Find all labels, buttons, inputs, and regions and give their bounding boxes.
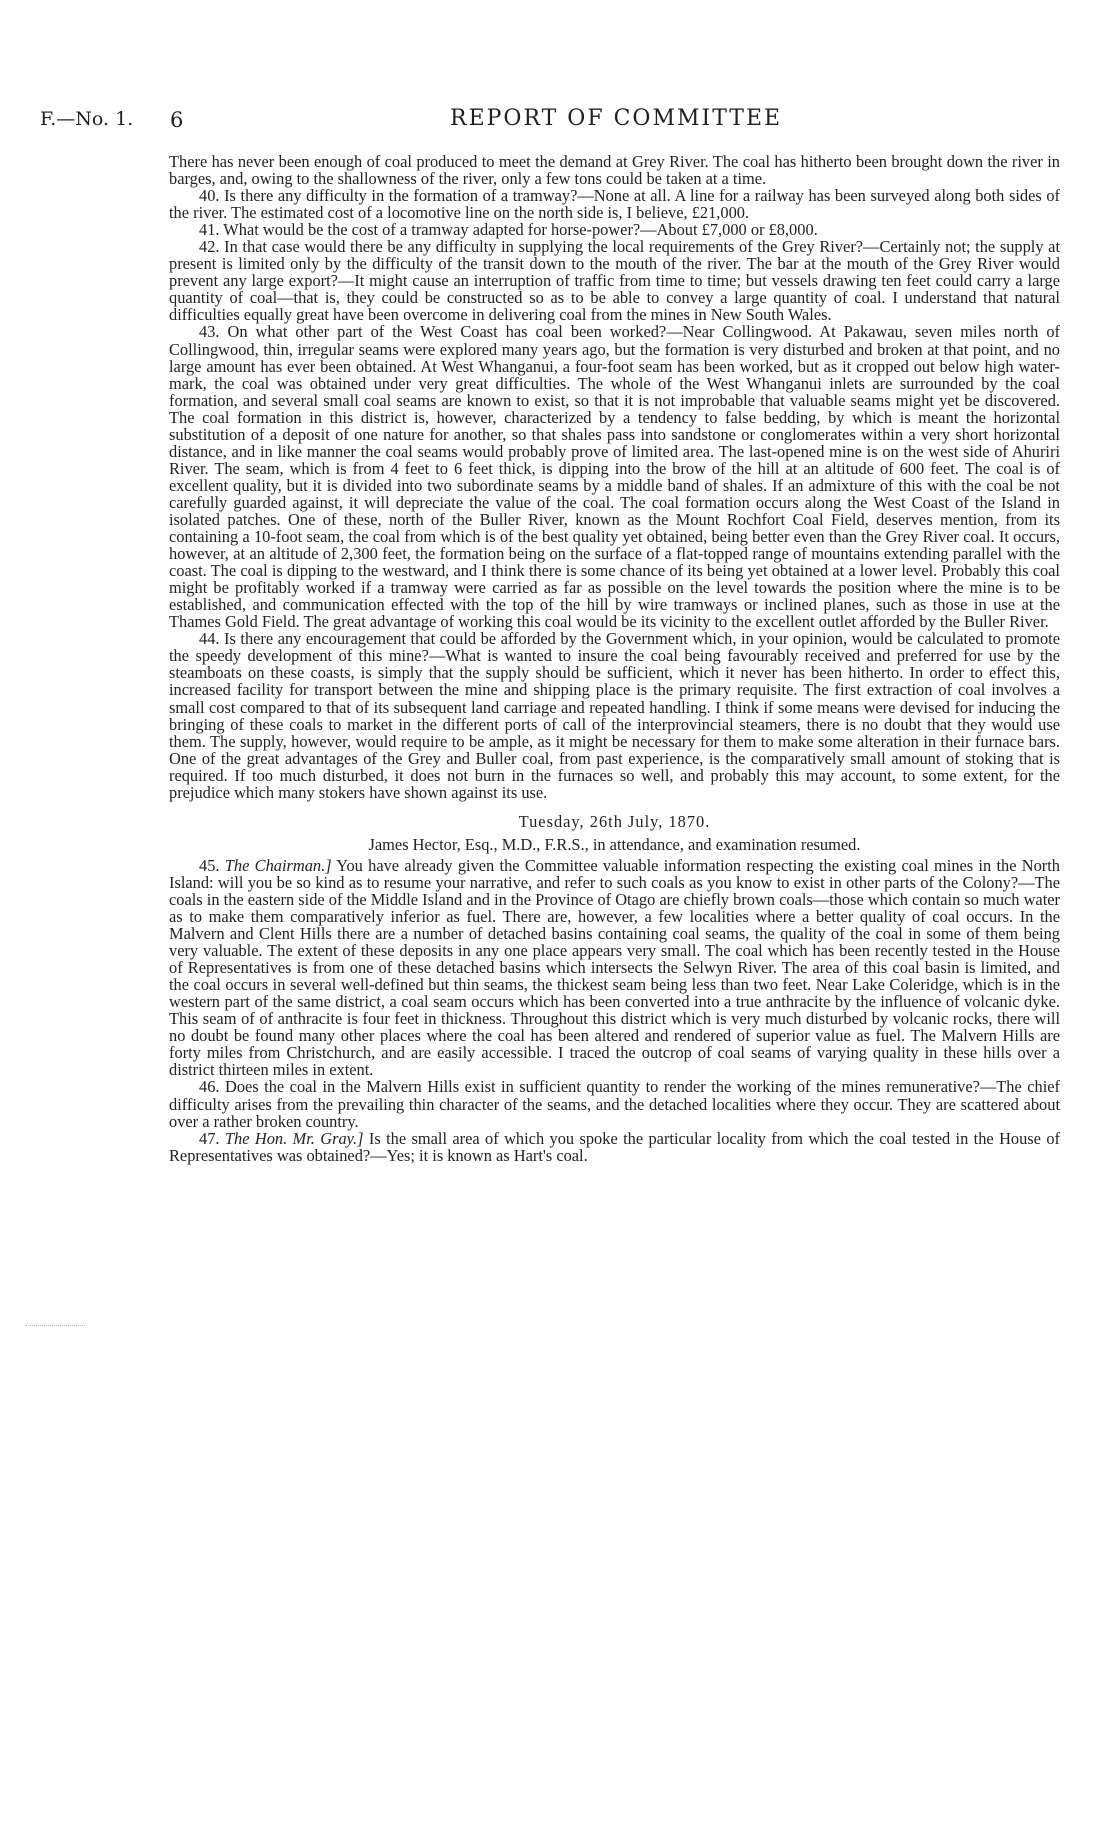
speaker-name: The Chairman.] [224,855,332,875]
paragraph-continued: There has never been enough of coal produced to meet the demand at Grey River. The coal has hitherto been brought down the river in barges, and, owing to the shallowness of the river, only a few tons could be taken at a time. [169,152,1060,189]
page-number: 6 [170,108,184,132]
question-number: 45. [199,855,220,875]
page-title: REPORT OF COMMITTEE [450,106,783,131]
attendance-line: James Hector, Esq., M.D., F.R.S., in attendance, and examination resumed. [368,834,861,854]
speaker-name: The Hon. Mr. Gray.] [224,1128,364,1148]
paragraph-45 [169,857,1060,1079]
paragraph-47 [169,1130,1060,1164]
paragraph-40: 40. Is there any difficulty in the formation of a tramway?—None at all. A line for a railway has been surveyed along both sides of the river. The estimated cost of a locomotive line on the north side is, I believe, £21,000. [169,186,1060,223]
paragraph-46: 46. Does the coal in the Malvern Hills exist in sufficient quantity to render the working of the mines remunerative?—The chief difficulty arises from the prevailing thin character of the seams, and the detached localities where they occur. They are scattered about over a rather broken country. [169,1077,1060,1131]
session-date: Tuesday, 26th July, 1870. [518,811,711,831]
paragraph-43: 43. On what other part of the West Coast has coal been worked?—Near Collingwood. At Pakawau, seven miles north of Collingwood, thin, irregular seams were explored many years ago, but the formation is very disturbed and broken at that point, and no large amount has ever been obtained. At West Whanganui, a four-foot seam has been worked, but as it cropped out below high water-mark, the coal was obtained under very great difficulties. The whole of the West Whanganui inlets are surrounded by the coal formation, and several small coal seams are known to exist, so that it is not improbable that valuable seams might yet be discovered. The coal formation in this district is, however, characterized by a tendency to false bedding, by which is meant the horizontal substitution of a deposit of one nature for another, so that shales pass into sandstone or conglomerates within a very short horizontal distance, and in like manner the coal seams would probably prove of limited area. The last-opened mine is on the west side of Ahuriri River. The seam, which is from 4 feet to 6 feet thick, is dipping into the brow of the hill at an altitude of 600 feet. The coal is of excellent quality, but it is divided into two subordinate seams by a middle band of shales. If an admixture of this with the coal be not carefully guarded against, it will depreciate the value of the coal. The coal formation occurs along the West Coast of the Island in isolated patches. One of these, north of the Buller River, known as the Mount Rochfort Coal Field, deserves mention, from its containing a 10-foot seam, the coal from which is of the best quality yet obtained, being better even than the Grey River coal. It occurs, however, at an altitude of 2,300 feet, the formation being on the surface of a flat-topped range of mountains extending parallel with the coast. The coal is dipping to the westward, and I think there is some chance of its being yet obtained at a lower level. Probably this coal might be profitably worked if a tramway were carried as far as possible on the level towards the position where the mine is to be established, and communication effected with the top of the hill by wire tramways or inclined planes, such as those in use at the Thames Gold Field. The great advantage of working this coal would be its vicinity to the excellent outlet afforded by the Buller River. [169,322,1060,632]
margin-mark [25,1325,85,1328]
paragraph-41: 41. What would be the cost of a tramway adapted for horse-power?—About £7,000 or £8,000. [199,220,818,240]
paragraph-44: 44. Is there any encouragement that could be afforded by the Government which, in your opinion, would be calculated to promote the speedy development of this mine?—What is wanted to insure the coal being favourably received and preferred for use by the steamboats on these coasts, is simply that the supply should be sufficient, which it never has been hitherto. In order to effect this, increased facility for transport between the mine and shipping place is the primary requisite. The first extraction of coal involves a small cost compared to that of its subsequent land carriage and repeated handling. I think if some means were devised for inducing the bringing of these coals to market in the different ports of call of the interprovincial steamers, there is no doubt that they would use them. The supply, however, would require to be ample, as it might be necessary for them to make some alteration in their furnace bars. One of the great advantages of the Grey and Buller coal, from past experience, is the comparatively small amount of stoking that is required. If too much disturbed, it does not burn in the furnaces so well, and probably this may account, to some extent, for the prejudice which many stokers have shown against its use. [169,629,1060,802]
paragraph-42: 42. In that case would there be any difficulty in supplying the local requirements of the Grey River?—Certainly not; the supply at present is limited only by the difficulty of the transit down to the mouth of the river. The bar at the mouth of the Grey River would prevent any large export?—It might cause an interruption of traffic from time to time; but vessels drawing ten feet could carry a large quantity of coal—that is, they could be constructed so as to be able to convey a large quantity of coal. I understand that natural difficulties equally great have been overcome in delivering coal from the mines in New South Wales. [169,237,1060,325]
document-body [169,153,1060,1164]
paragraph-text: Is the small area of which you spoke the particular locality from which the coal tested in the House of Representatives was obtained?—Yes; it is known as Hart's coal. [169,1128,1060,1165]
document-reference: F.—No. 1. [40,108,134,130]
paragraph-text: You have already given the Committee valuable information respecting the existing coal mines in the North Island: will you be so kind as to resume your narrative, and refer to such coals as you know to exist in other parts of the Colony?—The coals in the eastern side of the Middle Island and in the Province of Otago are chiefly brown coals—those which contain so much water as to make them comparatively inferior as fuel. There are, however, a few localities where a better quality of coal occurs. In the Malvern and Clent Hills there are a number of detached basins containing coal seams, the quality of the coal in some of them being very valuable. The extent of these deposits in any one place appears very small. The coal which has been recently tested in the House of Representatives is from one of these detached basins which intersects the Selwyn River. The area of this coal basin is limited, and the coal occurs in several well-defined but thin seams, the thickest seam being less than two feet. Near Lake Coleridge, which is in the western part of the same district, a coal seam occurs which has been converted into a true anthracite by the influence of volcanic dyke. This seam of of anthracite is four feet in thickness. Throughout this district which is very much disturbed by volcanic rocks, there will no doubt be found many other places where the coal has been altered and rendered of superior value as fuel. The Malvern Hills are forty miles from Christchurch, and are easily accessible. I traced the outcrop of coal seams of varying quality in these hills over a district thirteen miles in extent. [169,855,1060,1080]
page-header [0,108,1114,138]
question-number: 47. [199,1128,220,1148]
